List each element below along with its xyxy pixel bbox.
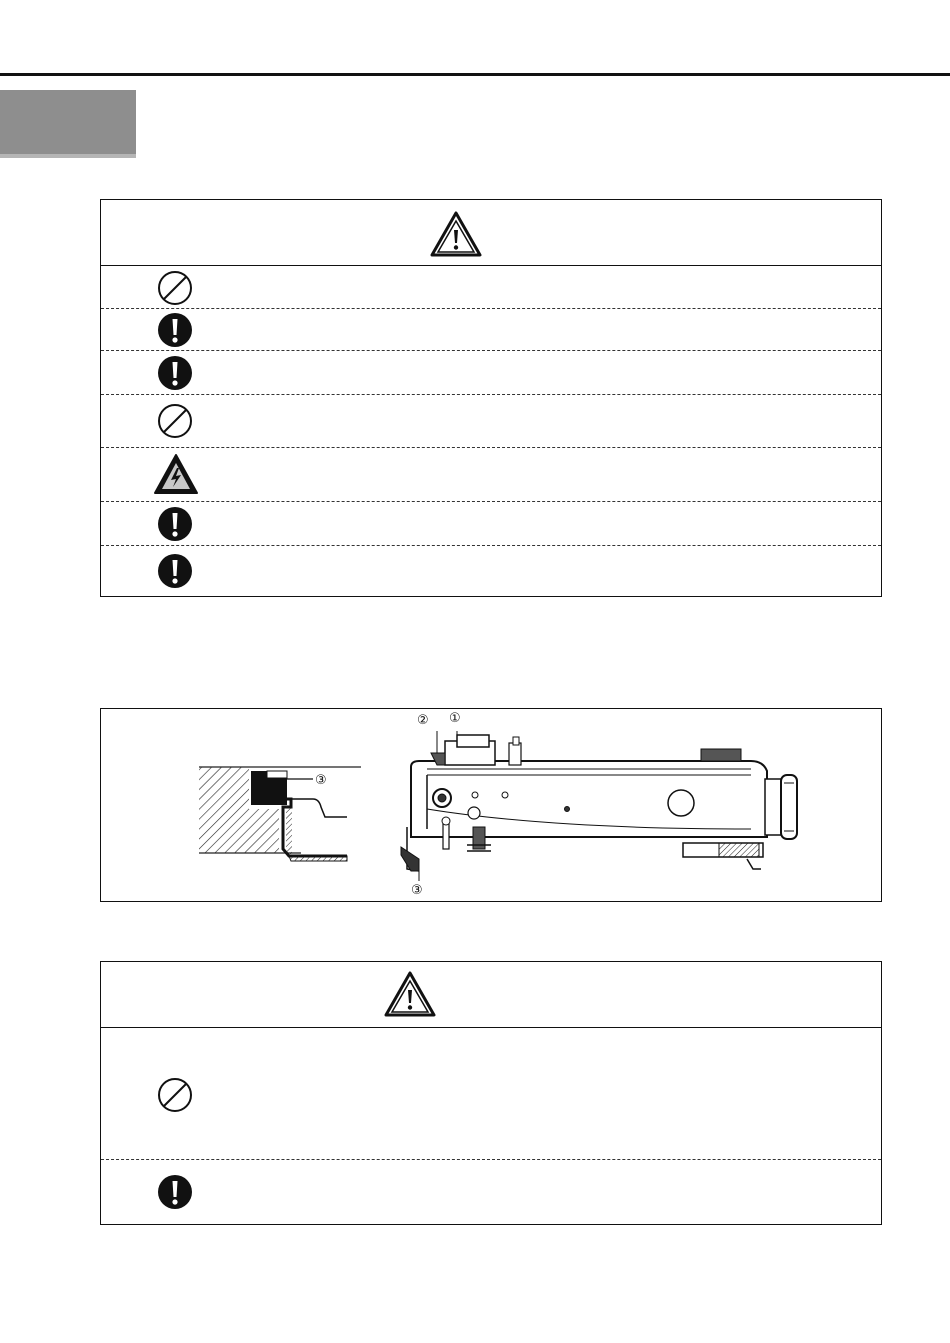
mandatory-action-icon	[156, 354, 194, 392]
mandatory-action-icon	[156, 552, 194, 590]
mandatory-action-icon	[156, 505, 194, 543]
warning-table-1-header	[101, 200, 881, 266]
warning-triangle-icon	[383, 970, 437, 1018]
table-cross-section	[199, 767, 361, 861]
warning-table-2	[100, 961, 882, 1225]
header-rule	[0, 73, 950, 76]
warning-row	[101, 309, 881, 351]
warning-row	[101, 1160, 881, 1224]
warning-row	[101, 546, 881, 596]
mandatory-action-icon	[156, 1173, 194, 1211]
warning-row	[101, 502, 881, 546]
warning-row	[101, 395, 881, 448]
callout-1: ①	[449, 711, 461, 726]
machine-illustration	[101, 709, 881, 901]
machine-illustration-figure	[100, 708, 882, 902]
prohibition-icon	[156, 1076, 194, 1114]
warning-row	[101, 448, 881, 502]
callout-2: ②	[417, 713, 429, 728]
section-tab	[0, 90, 136, 154]
mandatory-action-icon	[156, 311, 194, 349]
warning-triangle-icon	[429, 210, 483, 258]
warning-table-2-header	[101, 962, 881, 1028]
prohibition-icon	[156, 402, 194, 440]
warning-row	[101, 266, 881, 309]
prohibition-icon	[156, 269, 194, 307]
warning-row	[101, 1028, 881, 1160]
callout-3-detail: ③	[315, 773, 327, 788]
sewing-machine-side-view	[401, 735, 797, 871]
callout-3-machine: ③	[411, 883, 423, 898]
electric-shock-icon	[153, 453, 199, 495]
warning-table-1	[100, 199, 882, 597]
warning-row	[101, 351, 881, 395]
